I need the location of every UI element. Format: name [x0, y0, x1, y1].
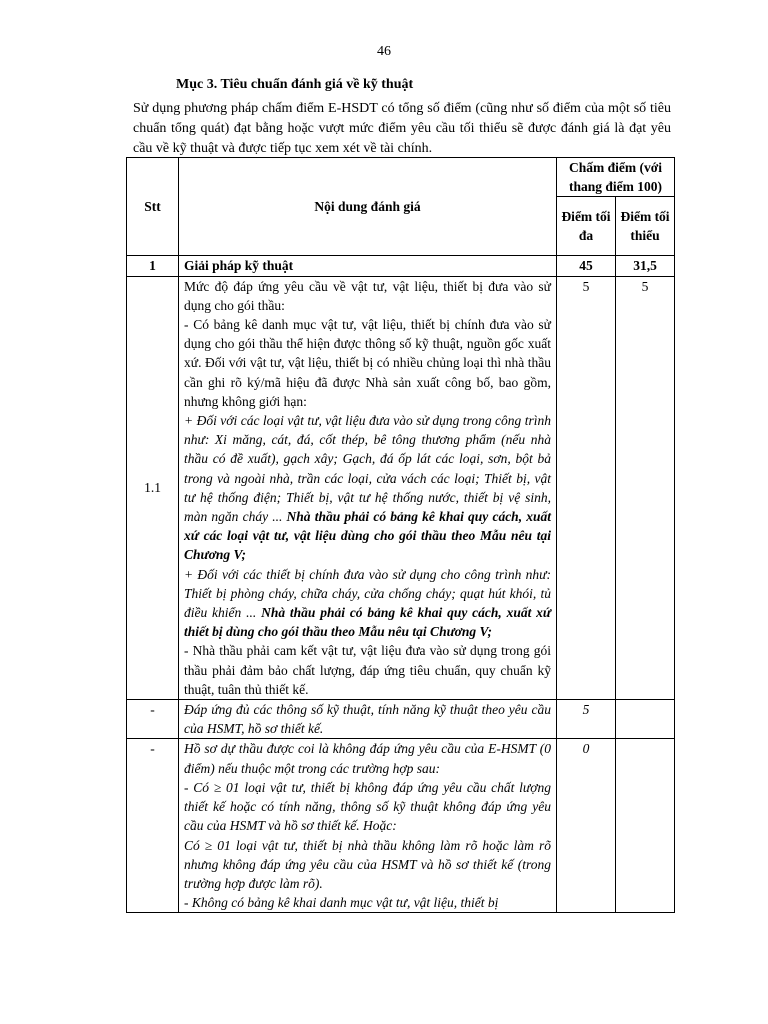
- row-min-score: 31,5: [616, 256, 675, 276]
- row-stt: -: [127, 700, 179, 739]
- content-paragraph: - Không có bảng kê khai danh mục vật tư, vật liệu, thiết bị: [184, 895, 499, 911]
- italic-text: + Đối với các thiết bị chính đưa vào sử dụng cho công trình như: Thiết bị phòng cháy, chữa cháy, cửa chống cháy; quạt hút khói, tủ điều khiển ...: [184, 566, 551, 621]
- content-paragraph: - Có bảng kê danh mục vật tư, vật liệu, thiết bị chính đưa vào sử dụng cho gói thầu thể hiện được thông số kỹ thuật, nguồn gốc xuất xứ. Đối với vật tư, vật liệu, thiết bị có nhiều chủng loại thì nhà thầu cần ghi rõ ký/mã hiệu đã được Nhà sản xuất công bố, bao gồm, nhưng không giới hạn:: [184, 317, 551, 409]
- header-stt: Stt: [127, 158, 179, 256]
- intro-paragraph: Sử dụng phương pháp chấm điểm E-HSDT có tổng số điểm (cũng như số điểm của một số tiêu chuẩn tổng quát) đạt bằng hoặc vượt mức điểm yêu cầu tối thiểu sẽ được đánh giá là đạt yêu cầu về kỹ thuật và được tiếp tục xem xét về tài chính.: [133, 101, 671, 156]
- row-stt: -: [127, 739, 179, 913]
- content-paragraph: - Nhà thầu phải cam kết vật tư, vật liệu đưa vào sử dụng trong gói thầu phải đảm bảo chất lượng, đáp ứng tiêu chuẩn, quy chuẩn kỹ thuật, tuân thủ thiết kế.: [184, 643, 551, 697]
- row-stt: 1.1: [127, 276, 179, 699]
- table-row: [127, 276, 675, 699]
- row-content: [179, 700, 557, 739]
- content-paragraph: Hồ sơ dự thầu được coi là không đáp ứng yêu cầu của E-HSMT (0 điểm) nếu thuộc một trong các trường hợp sau:: [184, 741, 551, 776]
- row-min-score: [616, 739, 675, 913]
- table-row: [127, 700, 675, 739]
- row-max-score: 0: [557, 739, 616, 913]
- content-paragraph: [184, 565, 551, 642]
- content-paragraph: Có ≥ 01 loại vật tư, thiết bị nhà thầu không làm rõ hoặc làm rõ nhưng không đáp ứng yêu cầu của HSMT và hồ sơ thiết kế (trong trường hợp được làm rõ).: [184, 837, 551, 891]
- row-content: Giải pháp kỹ thuật: [179, 256, 557, 276]
- row-stt: 1: [127, 256, 179, 276]
- criteria-table: [126, 157, 675, 913]
- header-scoring-group: Chấm điểm (với thang điểm 100): [557, 158, 675, 197]
- section-heading: Mục 3. Tiêu chuẩn đánh giá về kỹ thuật: [176, 77, 414, 92]
- content-paragraph: [184, 411, 551, 565]
- bold-italic-text: Nhà thầu phải có bảng kê khai quy cách, xuất xứ các loại vật tư, vật liệu dùng cho gói thầu theo Mẫu nêu tại Chương V;: [184, 509, 551, 563]
- row-min-score: [616, 700, 675, 739]
- row-content: [179, 276, 557, 699]
- row-max-score: 5: [557, 276, 616, 699]
- bold-italic-text: Nhà thầu phải có bảng kê khai quy cách, xuất xứ thiết bị dùng cho gói thầu theo Mẫu nêu tại Chương V;: [184, 605, 552, 640]
- table-header-row: [127, 158, 675, 197]
- page-number: 46: [377, 44, 391, 59]
- row-max-score: 5: [557, 700, 616, 739]
- header-max-score: Điểm tối đa: [557, 197, 616, 256]
- row-min-score: 5: [616, 276, 675, 699]
- content-paragraph: Đáp ứng đủ các thông số kỹ thuật, tính năng kỹ thuật theo yêu cầu của HSMT, hồ sơ thiết kế.: [184, 702, 551, 737]
- table-row: [127, 256, 675, 276]
- header-content: Nội dung đánh giá: [179, 158, 557, 256]
- content-paragraph: Mức độ đáp ứng yêu cầu về vật tư, vật liệu, thiết bị đưa vào sử dụng cho gói thầu:: [184, 278, 551, 313]
- table-row: [127, 739, 675, 913]
- content-paragraph: - Có ≥ 01 loại vật tư, thiết bị không đáp ứng yêu cầu chất lượng thiết kế hoặc có tính năng, thông số kỹ thuật không đáp ứng yêu cầu của HSMT và hồ sơ thiết kế. Hoặc:: [184, 779, 551, 834]
- row-content: [179, 739, 557, 913]
- header-min-score: Điểm tối thiểu: [616, 197, 675, 256]
- italic-text: + Đối với các loại vật tư, vật liệu đưa vào sử dụng trong công trình như: Xi măng, cát, đá, cốt thép, bê tông thương phẩm (nếu nhà thầu có đề xuất), gạch xây; Gạch, đá ốp lát các loại, sơn, bột bả trong và ngoài nhà, trần các loại, cửa vách các loại; Thiết bị, vật tư hệ thống điện; Thiết bị, vật tư hệ thống nước, thiết bị vệ sinh, màn ngăn cháy ...: [184, 413, 551, 525]
- row-max-score: 45: [557, 256, 616, 276]
